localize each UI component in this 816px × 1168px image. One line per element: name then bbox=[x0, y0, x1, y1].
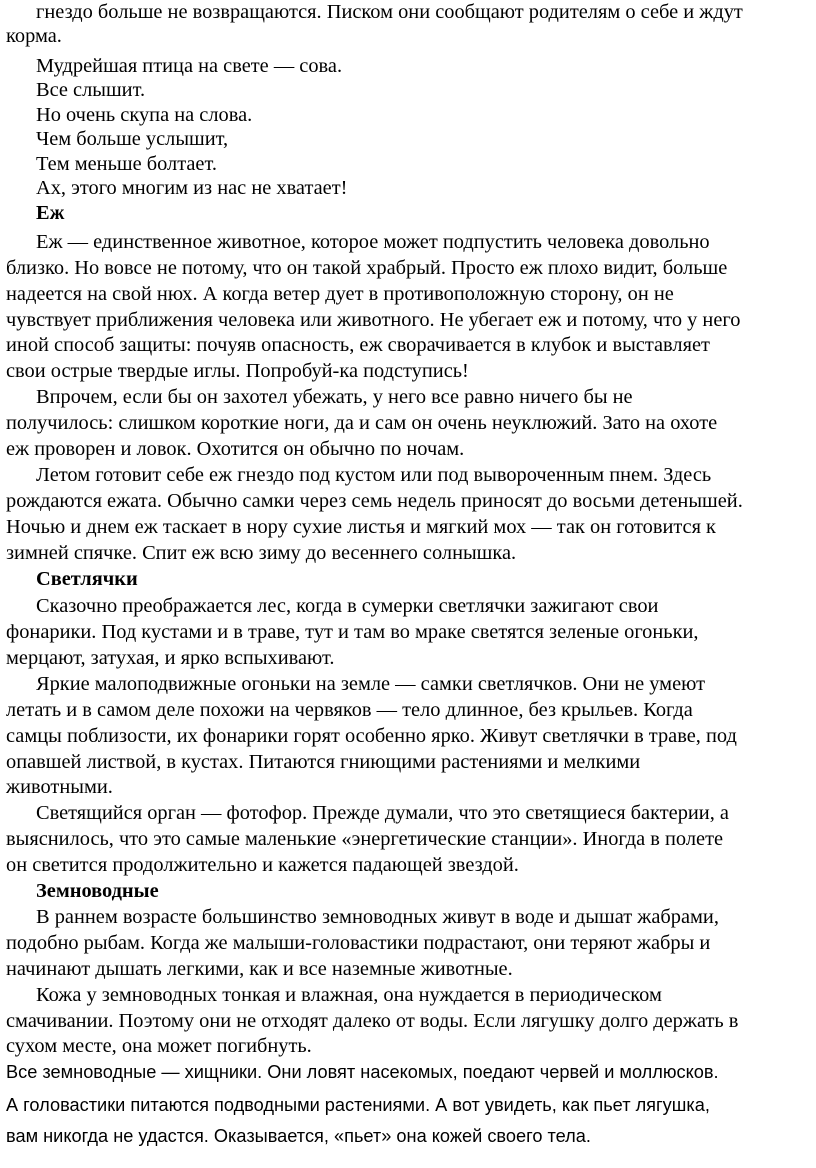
text-line: корма. bbox=[6, 25, 62, 47]
poem-line: Тем меньше болтает. bbox=[36, 153, 217, 175]
text-line: Сказочно преображается лес, когда в сумерки светлячки зажигают свои bbox=[36, 595, 659, 617]
text-line: иной способ защиты: почуяв опасность, еж сворачивается в клубок и выставляет bbox=[6, 334, 710, 356]
text-line: Яркие малоподвижные огоньки на земле — самки светлячков. Они не умеют bbox=[36, 673, 706, 695]
text-line: рождаются ежата. Обычно самки через семь недель приносят до восьми детенышей. bbox=[6, 490, 743, 512]
text-line: подобно рыбам. Когда же малыши-головастики подрастают, они теряют жабры и bbox=[6, 932, 711, 954]
text-line: выяснилось, что это самые маленькие «энергетические станции». Иногда в полете bbox=[6, 828, 724, 850]
text-line: вам никогда не удастся. Оказывается, «пьет» она кожей своего тела. bbox=[6, 1126, 591, 1146]
poem-line: Все слышит. bbox=[36, 79, 146, 101]
text-line: опавшей листвой, в кустах. Питаются гниющими растениями и мелкими bbox=[6, 751, 641, 773]
text-line: получилось: слишком короткие ноги, да и сам он очень неуклюжий. Зато на охоте bbox=[6, 412, 718, 434]
text-line: животными. bbox=[6, 776, 113, 798]
text-line: надеется на свой нюх. А когда ветер дует в противоположную сторону, он не bbox=[6, 283, 674, 305]
text-line: чувствует приближения человека или животного. Не убегает еж и потому, что у него bbox=[6, 309, 741, 331]
text-line: смачивании. Поэтому они не отходят далеко от воды. Если лягушку долго держать в bbox=[6, 1010, 739, 1032]
text-line: Летом готовит себе еж гнездо под кустом или под вывороченным пнем. Здесь bbox=[36, 464, 712, 486]
text-line: Светящийся орган — фотофор. Прежде думали, что это светящиеся бактерии, а bbox=[36, 802, 729, 824]
text-line: Кожа у земноводных тонкая и влажная, она нуждается в периодическом bbox=[36, 984, 662, 1006]
section-heading-hedgehog: Еж bbox=[36, 202, 65, 224]
text-line: А головастики питаются подводными растениями. А вот увидеть, как пьет лягушка, bbox=[6, 1095, 710, 1115]
text-line: В раннем возрасте большинство земноводных живут в воде и дышат жабрами, bbox=[36, 906, 719, 928]
text-line: гнездо больше не возвращаются. Писком они сообщают родителям о себе и ждут bbox=[36, 1, 743, 23]
poem-line: Ах, этого многим из нас не хватает! bbox=[36, 177, 348, 199]
text-line: самцы поблизости, их фонарики горят особенно ярко. Живут светлячки в траве, под bbox=[6, 725, 737, 747]
text-line: Еж — единственное животное, которое может подпустить человека довольно bbox=[36, 231, 710, 253]
text-line: Впрочем, если бы он захотел убежать, у него все равно ничего бы не bbox=[36, 386, 633, 408]
poem-line: Но очень скупа на слова. bbox=[36, 104, 253, 126]
text-line: свои острые твердые иглы. Попробуй-ка подступись! bbox=[6, 360, 469, 382]
text-line: он светится продолжительно и кажется падающей звездой. bbox=[6, 854, 519, 876]
section-heading-amphibians: Земноводные bbox=[36, 880, 159, 902]
text-line: Все земноводные — хищники. Они ловят насекомых, поедают червей и моллюсков. bbox=[6, 1062, 719, 1082]
text-line: зимней спячке. Спит еж всю зиму до весеннего солнышка. bbox=[6, 542, 517, 564]
text-line: летать и в самом деле похожи на червяков — тело длинное, без крыльев. Когда bbox=[6, 699, 693, 721]
text-line: фонарики. Под кустами и в траве, тут и там во мраке светятся зеленые огоньки, bbox=[6, 621, 699, 643]
text-line: начинают дышать легкими, как и все наземные животные. bbox=[6, 958, 513, 980]
text-line: мерцают, затухая, и ярко вспыхивают. bbox=[6, 647, 335, 669]
text-line: еж проворен и ловок. Охотится он обычно по ночам. bbox=[6, 438, 465, 460]
poem-line: Чем больше услышит, bbox=[36, 128, 229, 150]
text-line: сухом месте, она может погибнуть. bbox=[6, 1035, 312, 1057]
text-line: Ночью и днем еж таскает в нору сухие листья и мягкий мох — так он готовится к bbox=[6, 516, 716, 538]
text-line: близко. Но вовсе не потому, что он такой храбрый. Просто еж плохо видит, больше bbox=[6, 257, 728, 279]
section-heading-fireflies: Светлячки bbox=[36, 568, 138, 590]
poem-line: Мудрейшая птица на свете — сова. bbox=[36, 55, 343, 77]
